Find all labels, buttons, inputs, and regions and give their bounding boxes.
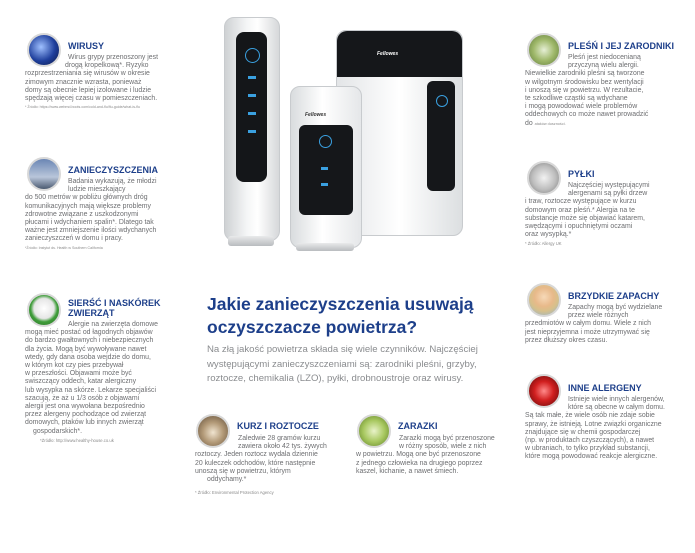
section-title: WIRUSY [68,41,104,51]
source-note: * Źródło: Environmental Protection Agency [195,490,274,496]
text-line: domy są obecnie lepiej izolowane i ludzie [25,86,152,94]
text-line: i traw, roztocze występujące w kurzu [525,198,637,206]
text-line: w różny sposób, wiele z nich [399,443,487,451]
text-line: alergenami są pyłki drzew [568,190,648,198]
text-line: (np. w produktach czyszczących), a nawet [525,437,655,445]
text-line: przedmiotów w całym domu. Wiele z nich [525,320,651,328]
text-line: gospodarskich*. [33,427,83,435]
section-title: INNE ALERGENY [568,383,642,393]
tower-purifier [224,17,280,241]
text-line: roztoczy. Jeden roztocz wydala dziennie [195,451,318,459]
source-note: * Źródło: https://www.webmd.boots.com/cold-and-flu/flu-guide/what-is-flu [25,105,141,110]
text-line: 20 kuleczek odchodów, które następnie [195,459,316,467]
compact-purifier [290,86,362,248]
tower-stand [228,236,274,246]
text-line: w którym kot czy pies przebywał [25,362,124,370]
text-line: zanieczyszczeń w domu i pracy. [25,235,123,243]
text-line: znajdujące się w chemii gospodarczej [525,428,641,436]
text-line: przez dłuższy okres czasu. [525,336,608,344]
text-line: do 500 metrów w pobliżu głównych dróg [25,194,148,202]
text-line: Badania wykazują, że młodzi [68,178,157,185]
brand-logo-small: Fellowes [305,112,327,118]
text-line: zawiera około 42 tys. żywych [238,443,327,451]
text-line: kaszel, kichanie, a nawet śmiech. [356,467,459,475]
text-line: Niewielkie zarodniki pleśni są tworzone [525,70,645,78]
section-title: ZANIECZYSZCZENIA [68,165,158,175]
text-line: Zapachy mogą być wydzielane [568,304,663,311]
text-line: oddychamy.* [207,476,247,484]
text-line: wtedy, gdy dana osoba wejdzie do domu, [25,353,151,361]
text-line: w wilgotnym środowisku bez wentylacji [525,78,644,86]
section-title: ZARAZKI [398,421,438,431]
text-line: przyczyną wielu alergii. [568,62,639,70]
text-line: ważne jest zmniejszenie ilości wdychanych [25,227,157,235]
text-line: domowym oraz pleśń.* Alergia na te [525,206,635,214]
text-line: Najczęściej występującymi [568,182,650,189]
text-line: zimowym znacznie wzrasta, ponieważ [25,78,142,86]
text-line: spędzają więcej czasu w pomieszczeniach. [25,95,158,103]
text-line: alergii jest ona wywołana bezpośrednio [25,403,145,411]
text-line: drogą kropelkową*. Ryzyko [65,62,149,70]
text-line: do bardzo gwałtownych i niebezpiecznych [25,337,154,345]
text-line: zdrowotne związane z uszkodzonymi [25,210,139,218]
section-title-line: SIERŚĆ I NASKÓREK [68,298,161,308]
text-line: rozprzestrzeniania się wirusów w okresie [25,70,150,78]
text-line: swiszczący oddech, katar alergiczny [25,378,137,386]
text-line: które mogą powodować reakcje alergiczne. [525,453,658,461]
text-line: sprawy, że istnieją. Lotne związki organiczne [525,420,662,428]
text-line: unoszą się w powietrzu, którym [195,467,291,475]
text-line: które są obecne w całym domu. [568,404,665,412]
text-line: Wirus grypy przenoszony jest [68,54,158,61]
text-line: Istnieje wiele innych alergenów, [568,396,665,403]
source-note: * Źródło: Allergy UK [525,241,562,247]
text-line: płucami i wdychaniem spalin*. Dlatego tak [25,219,154,227]
text-line: jest nieprzyjemna i może utrzymywać się [525,328,650,336]
text-line: przez alergeny pochodzące od zwierząt [25,411,147,419]
inline-note: ataków duszności. [534,121,566,126]
text-line: Są tak małe, że wiele osób nie zdaje sobie [525,412,655,420]
text-line: dla życia. Mogą być wywoływane nawet [25,345,147,353]
brand-logo: Fellowes [377,51,399,57]
text-line: Pleśń jest niedocenianą [568,54,641,61]
text-line: ludzie mieszkający [68,186,126,194]
text-line: oraz wysypką.* [525,231,572,239]
section-title: PYŁKI [568,169,595,179]
text-line: Alergie na zwierzęta domowe [68,321,159,328]
text-line: do [525,119,533,127]
text-line: komunikacyjnych mają większe problemy [25,202,151,210]
intro-text: Na złą jakość powietrza składa się wiele czynników. Najczęściej występującymi zanieczyszczeniami są: zarodniki pleśni, grzyby, roztocze, chemikalia (LZO), pyłki, drobnoustroje oraz wirusy. [207,344,478,384]
section-title: BRZYDKIE ZAPACHY [568,291,660,301]
text-line: i mogą powodować wiele problemów [525,103,638,111]
source-note: *Źródło: Instytut ds. Health w Southern California [25,245,103,250]
compact-stand [296,243,354,251]
text-line: w ubraniach, to tylko przykład substancji, [525,445,650,453]
page-title: Jakie zanieczyszczenia usuwają oczyszczacze powietrza? [207,294,474,337]
text-line: w powietrzu. Mogą one być przenoszone [356,451,481,459]
text-line: z jednego człowieka na drugiego poprzez [356,459,483,467]
text-line: oddechowych co może nawet prowadzić [525,111,649,119]
text-line: swędzącymi i opuchniętymi oczami [525,223,633,231]
text-line: domowych, ptaków lub innych zwierząt [25,419,144,427]
text-line: Zaledwie 28 gramów kurzu [238,435,321,442]
text-line: lub wysypka na skórze. Lekarze specjaliści [25,386,156,394]
text-line: przez wiele różnych [568,312,629,320]
text-line: mogą mieć postać od łagodnych objawów [25,329,153,337]
text-line: szacują, że aż u 1/3 osób z objawami [25,394,140,402]
section-title: KURZ I ROZTOCZE [237,421,319,431]
text-line: i unoszą się w powietrzu. W rezultacie, [525,86,644,94]
source-note: *Źródło: http://www.healthy-house.co.uk [40,437,114,443]
text-line: Zarazki mogą być przenoszone [399,435,495,442]
last-line [525,120,685,128]
text-line: w przeszłości. Objawami może być [25,370,132,378]
section-title-line: ZWIERZĄT [68,308,115,318]
text-line: substancje może się objawiać katarem, [525,214,645,222]
section-title: PLEŚŃ I JEJ ZARODNIKI [568,41,675,51]
text-line: te szkodliwe cząstki są wdychane [525,95,628,103]
